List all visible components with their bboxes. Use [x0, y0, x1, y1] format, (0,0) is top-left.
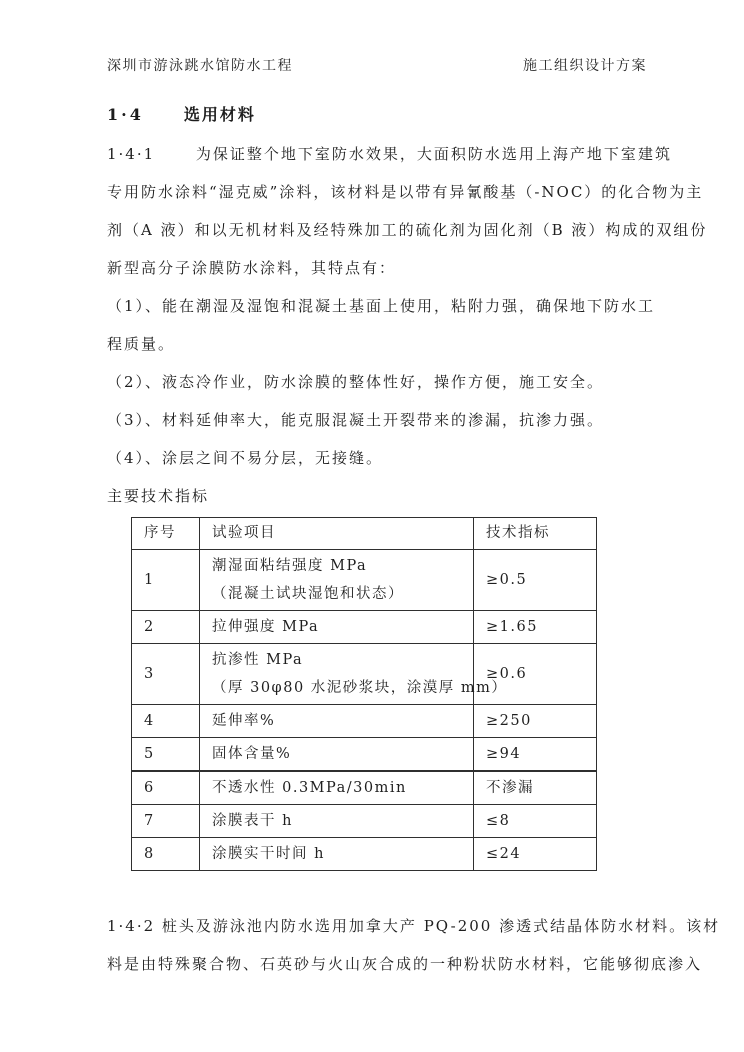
table-row: [132, 771, 597, 805]
table-row: [132, 805, 597, 838]
header-project-title: 深圳市游泳跳水馆防水工程: [107, 58, 293, 74]
cell-item: [200, 550, 474, 611]
table-row: [132, 550, 597, 611]
cell-item-line: 固体含量%: [212, 746, 292, 762]
paragraph-line: 专用防水涂料“湿克威”涂料，该材料是以带有异氰酸基（-NOC）的化合物为主: [107, 183, 704, 201]
cell-no: 6: [132, 771, 200, 805]
cell-no: 8: [132, 838, 200, 871]
feature-item-2: （2）、液态冷作业，防水涂膜的整体性好，操作方便，施工安全。: [107, 373, 605, 391]
header-cell-value: 技术指标: [474, 518, 597, 550]
cell-value: ≤24: [474, 838, 597, 871]
paragraph-line: 新型高分子涂膜防水涂料，其特点有：: [107, 259, 397, 277]
cell-item-line: 抗渗性 MPa: [212, 652, 304, 668]
feature-item-1-cont: 程质量。: [107, 335, 176, 353]
cell-no: 1: [132, 550, 200, 611]
technical-specs-table: [131, 517, 597, 871]
cell-item: [200, 771, 474, 805]
cell-item-line: （混凝土试块湿饱和状态）: [212, 586, 404, 602]
table-row: [132, 738, 597, 772]
paragraph-line: 剂（A 液）和以无机材料及经特殊加工的硫化剂为固化剂（B 液）构成的双组份: [107, 221, 708, 239]
cell-item-line: （厚 30φ80 水泥砂浆块，涂漠厚 mm）: [212, 680, 508, 696]
header-cell-no: 序号: [132, 518, 200, 550]
cell-value: ≥94: [474, 738, 597, 772]
page-content: [107, 0, 721, 983]
header-cell-item: 试验项目: [200, 518, 474, 550]
cell-item-line: 不透水性 0.3MPa/30min: [212, 780, 407, 796]
paragraph-line: 1·4·1 为保证整个地下室防水效果，大面积防水选用上海产地下室建筑: [107, 145, 672, 163]
cell-item: [200, 738, 474, 772]
cell-value: 不渗漏: [474, 771, 597, 805]
table-row: [132, 838, 597, 871]
table-header-row: [132, 518, 597, 550]
section-heading: [107, 103, 647, 127]
page-header: [107, 55, 647, 75]
table-row: [132, 705, 597, 738]
cell-value: ≥0.5: [474, 550, 597, 611]
cell-item: [200, 611, 474, 644]
cell-value: ≥1.65: [474, 611, 597, 644]
cell-item-line: 涂膜表干 h: [212, 813, 293, 829]
table-row: [132, 644, 597, 705]
cell-item-line: 拉伸强度 MPa: [212, 619, 320, 635]
cell-no: 5: [132, 738, 200, 772]
cell-item: [200, 705, 474, 738]
cell-item-line: 延伸率%: [212, 713, 276, 729]
header-doc-type: 施工组织设计方案: [523, 58, 647, 74]
paragraph-1-4-2: [107, 907, 721, 983]
table-row: [132, 611, 597, 644]
cell-value: ≥250: [474, 705, 597, 738]
section-title: 选用材料: [183, 105, 256, 124]
feature-item-1: （1）、能在潮湿及湿饱和混凝土基面上使用，粘附力强，确保地下防水工: [107, 297, 656, 315]
feature-item-4: （4）、涂层之间不易分层，无接缝。: [107, 449, 384, 467]
paragraph-line: 1·4·2 桩头及游泳池内防水选用加拿大产 PQ-200 渗透式结晶体防水材料。该材: [107, 917, 721, 935]
section-number: 1·4: [107, 105, 144, 124]
cell-item: [200, 838, 474, 871]
cell-value: ≥0.6: [474, 644, 597, 705]
paragraph-1-4-1: [107, 135, 708, 477]
cell-item-line: 潮湿面粘结强度 MPa: [212, 558, 368, 574]
cell-value: ≤8: [474, 805, 597, 838]
cell-no: 4: [132, 705, 200, 738]
cell-no: 2: [132, 611, 200, 644]
cell-no: 3: [132, 644, 200, 705]
paragraph-line: 料是由特殊聚合物、石英砂与火山灰合成的一种粉状防水材料，它能够彻底渗入: [107, 955, 703, 973]
table-caption: 主要技术指标: [107, 487, 210, 505]
cell-item-line: 涂膜实干时间 h: [212, 846, 325, 862]
cell-item: [200, 805, 474, 838]
feature-item-3: （3）、材料延伸率大，能克服混凝土开裂带来的渗漏，抗渗力强。: [107, 411, 605, 429]
cell-no: 7: [132, 805, 200, 838]
